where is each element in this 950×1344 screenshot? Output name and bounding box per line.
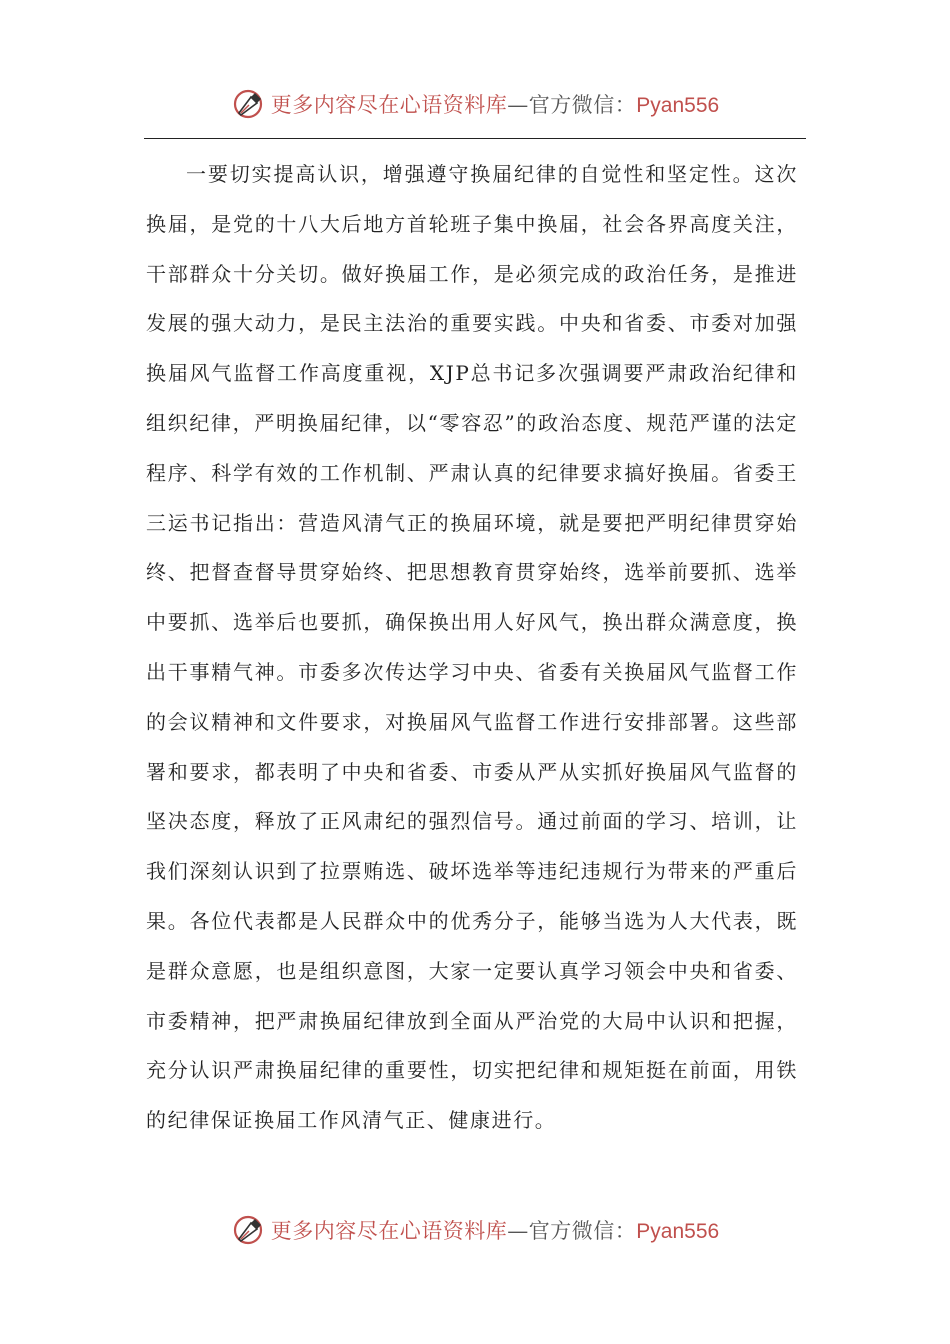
footer-banner	[0, 1210, 950, 1250]
header-rule	[144, 138, 806, 139]
header-banner	[0, 84, 950, 124]
header-banner-text	[271, 89, 719, 119]
header-banner-wechat-id: Pyan556	[636, 94, 720, 117]
footer-banner-contact: —官方微信：	[507, 1219, 637, 1243]
header-banner-lead: 更多内容尽在心语资料库	[270, 93, 508, 117]
pen-nib-logo-icon	[231, 87, 265, 121]
pen-nib-logo-icon	[231, 1213, 265, 1247]
footer-banner-text	[271, 1215, 719, 1245]
footer-banner-lead: 更多内容尽在心语资料库	[270, 1219, 508, 1243]
footer-banner-wechat-id: Pyan556	[636, 1220, 720, 1243]
header-banner-contact: —官方微信：	[507, 93, 637, 117]
body-paragraph: 一要切实提高认识，增强遵守换届纪律的自觉性和坚定性。这次换届，是党的十八大后地方首轮班子集中换届，社会各界高度关注，干部群众十分关切。做好换届工作，是必须完成的政治任务，是推进发展的强大动力，是民主法治的重要实践。中央和省委、市委对加强换届风气监督工作高度重视，XJP总书记多次强调要严肃政治纪律和组织纪律，严明换届纪律，以“零容忍”的政治态度、规范严谨的法定程序、科学有效的工作机制、严肃认真的纪律要求搞好换届。省委王三运书记指出：营造风清气正的换届环境，就是要把严明纪律贯穿始终、把督查督导贯穿始终、把思想教育贯穿始终，选举前要抓、选举中要抓、选举后也要抓，确保换出用人好风气，换出群众满意度，换出干事精气神。市委多次传达学习中央、省委有关换届风气监督工作的会议精神和文件要求，对换届风气监督工作进行安排部署。这些部署和要求，都表明了中央和省委、市委从严从实抓好换届风气监督的坚决态度，释放了正风肃纪的强烈信号。通过前面的学习、培训，让我们深刻认识到了拉票贿选、破坏选举等违纪违规行为带来的严重后果。各位代表都是人民群众中的优秀分子，能够当选为人大代表，既是群众意愿，也是组织意图，大家一定要认真学习领会中央和省委、市委精神，把严肃换届纪律放到全面从严治党的大局中认识和把握，充分认识严肃换届纪律的重要性，切实把纪律和规矩挺在前面，用铁的纪律保证换届工作风清气正、健康进行。	[146, 162, 798, 1133]
